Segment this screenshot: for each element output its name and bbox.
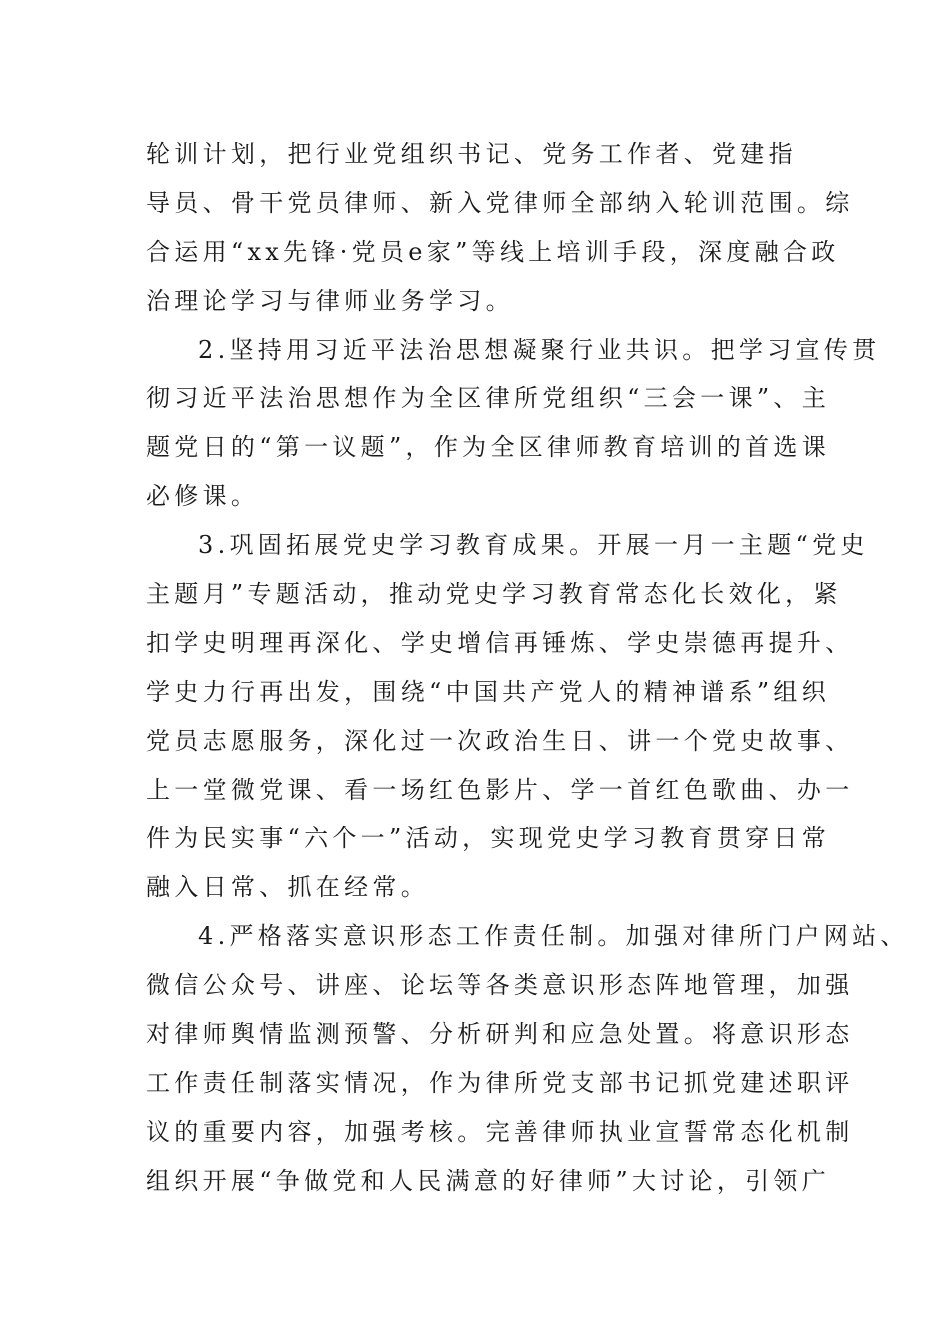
text-line: 主题月”专题活动，推动党史学习教育常态化长效化，紧: [146, 580, 842, 609]
text-line: 对律师舆情监测预警、分析研判和应急处置。将意识形态: [146, 1020, 854, 1049]
text-line: 必修课。: [146, 482, 260, 511]
text-line: 合运用“xx先锋·党员e家”等线上培训手段，深度融合政: [146, 237, 840, 266]
paragraph-2-heading-line: 2.坚持用习近平法治思想凝聚行业共识。把学习宣传贯: [198, 335, 881, 364]
text-line: 治理论学习与律师业务学习。: [146, 286, 514, 315]
paragraph-3-heading-line: 3.巩固拓展党史学习教育成果。开展一月一主题“党史: [198, 531, 869, 560]
text-line: 组织开展“争做党和人民满意的好律师”大讨论，引领广: [146, 1166, 831, 1195]
text-line: 导员、骨干党员律师、新入党律师全部纳入轮训范围。综: [146, 188, 854, 217]
text-line: 上一堂微党课、看一场红色影片、学一首红色歌曲、办一: [146, 775, 854, 804]
text-line: 彻习近平法治思想作为全区律所党组织“三会一课”、主: [146, 384, 831, 413]
text-line: 扣学史明理再深化、学史增信再锤炼、学史崇德再提升、: [146, 628, 854, 657]
text-line: 融入日常、抓在经常。: [146, 873, 429, 902]
paragraph-4-heading-line: 4.严格落实意识形态工作责任制。加强对律所门户网站、: [198, 922, 909, 951]
text-line: 轮训计划，把行业党组织书记、党务工作者、党建指: [146, 140, 797, 168]
text-line: 件为民实事“六个一”活动，实现党史学习教育贯穿日常: [146, 824, 831, 853]
text-line: 学史力行再出发，围绕“中国共产党人的精神谱系”组织: [146, 677, 831, 706]
text-line: 工作责任制落实情况，作为律所党支部书记抓党建述职评: [146, 1068, 854, 1097]
text-line: 议的重要内容，加强考核。完善律师执业宣誓常态化机制: [146, 1117, 854, 1146]
text-line: 题党日的“第一议题”，作为全区律师教育培训的首选课: [146, 433, 831, 462]
text-line: 党员志愿服务，深化过一次政治生日、讲一个党史故事、: [146, 726, 854, 755]
body-text: [146, 130, 909, 1206]
text-line: 微信公众号、讲座、论坛等各类意识形态阵地管理，加强: [146, 971, 854, 1000]
